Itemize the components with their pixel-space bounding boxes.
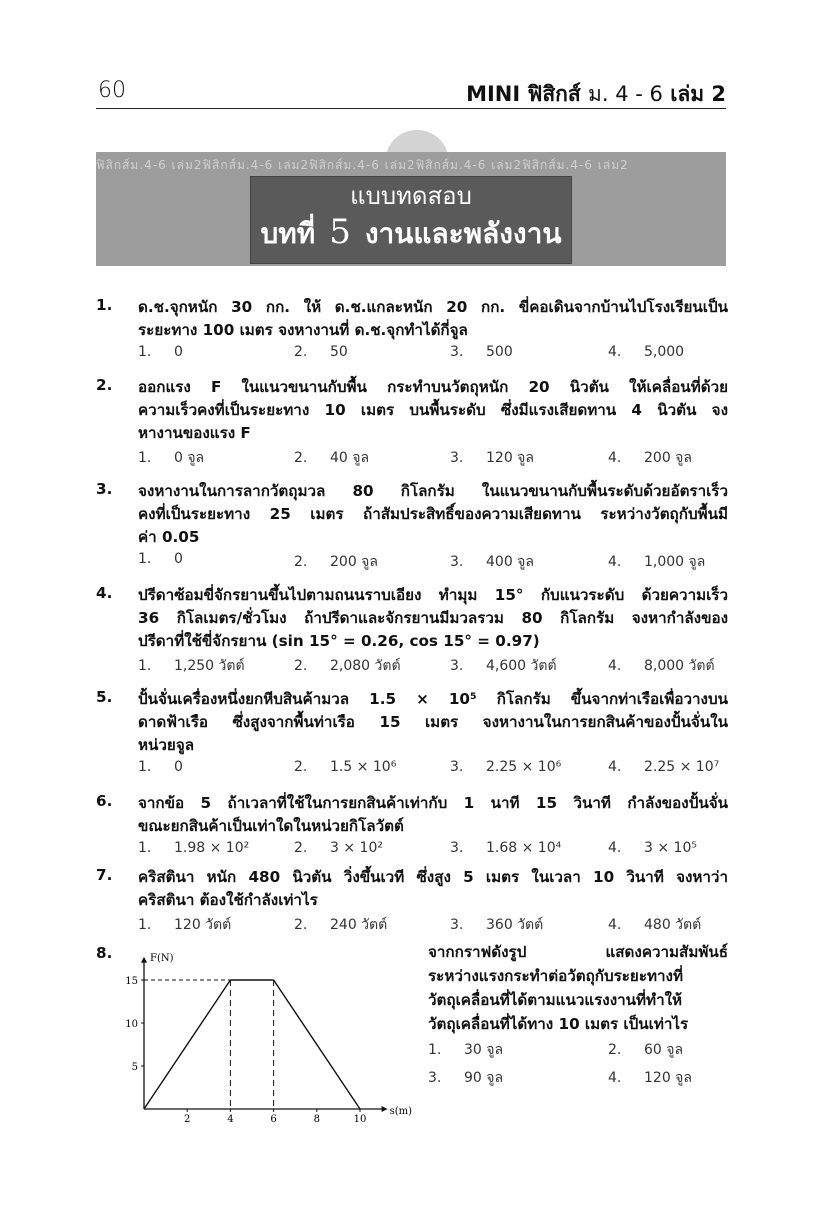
answer-option[interactable]: 4. 480 วัตต์ (608, 917, 702, 933)
question-8-line: ระหว่างแรงกระทำต่อวัตถุกับระยะทางที่ (428, 967, 683, 985)
question-number: 6. (96, 792, 113, 810)
question-line: คริสตินา หนัก 480 นิวตัน วิ่งขึ้นเวที ซึ่งสูง 5 เมตร ในเวลา 10 วินาที จงหาว่า (138, 868, 728, 886)
question-number: 3. (96, 480, 113, 498)
x-tick-label: 4 (227, 1114, 234, 1125)
chapter-prefix: บทที่ (260, 217, 316, 250)
x-tick-label: 10 (353, 1114, 367, 1125)
answer-option[interactable]: 3. 1.68 × 10⁴ (450, 840, 562, 856)
question-line: คงที่เป็นระยะทาง 25 เมตร ถ้าสัมประสิทธิ์ของความเสียดทาน ระหว่างวัตถุกับพื้นมี (138, 505, 728, 523)
question-text (138, 584, 728, 653)
question-8-line: วัตถุเคลื่อนที่ได้ตามแนวแรงงานที่ทำให้ (428, 991, 683, 1009)
answer-option[interactable]: 1. 0 จูล (138, 450, 205, 466)
answer-option[interactable]: 3. 90 จูล (428, 1070, 504, 1086)
x-tick-label: 8 (313, 1114, 320, 1125)
question-line: ปรีดาที่ใช้ขี่จักรยาน (sin 15° = 0.26, cos 15° = 0.97) (138, 632, 540, 650)
answer-option[interactable]: 2. 200 จูล (294, 554, 378, 570)
answer-option[interactable]: 2. 50 (294, 344, 348, 360)
answer-option[interactable]: 1. 1.98 × 10² (138, 840, 250, 856)
question-line: ปรีดาซ้อมขี่จักรยานขึ้นไปตามถนนราบเอียง ทำมุม 15° กับแนวระดับ ด้วยความเร็ว (138, 586, 728, 604)
question-number: 7. (96, 866, 113, 884)
question-line: ระยะทาง 100 เมตร จงหางานที่ ด.ช.จุกทำได้กี่จูล (138, 321, 468, 339)
series-line-segment (144, 980, 230, 1109)
question-number: 1. (96, 296, 113, 314)
answer-option[interactable]: 3. 500 (450, 344, 513, 360)
question-line: ด.ช.จุกหนัก 30 กก. ให้ ด.ช.แกละหนัก 20 กก. ขี่คอเดินจากบ้านไปโรงเรียนเป็น (138, 298, 728, 316)
answer-option[interactable]: 3. 360 วัตต์ (450, 917, 544, 933)
question-8 (428, 940, 728, 1094)
series-line-segment (274, 980, 360, 1109)
x-axis-label: s(m) (389, 1106, 413, 1117)
answer-options (138, 914, 728, 934)
y-tick-label: 15 (125, 976, 138, 987)
y-tick-label: 5 (131, 1062, 138, 1073)
answer-options (138, 344, 728, 364)
answer-option[interactable]: 4. 1,000 จูล (608, 554, 706, 570)
answer-option[interactable]: 4. 2.25 × 10⁷ (608, 759, 720, 775)
answer-option[interactable]: 2. 3 × 10² (294, 840, 383, 856)
answer-options (138, 447, 728, 467)
answer-option[interactable]: 2. 40 จูล (294, 450, 370, 466)
question-8-number: 8. (96, 944, 113, 962)
answer-option[interactable]: 4. 8,000 วัตต์ (608, 658, 715, 674)
answer-option[interactable]: 4. 200 จูล (608, 450, 692, 466)
answer-option[interactable]: 1. 0 (138, 551, 183, 567)
quiz-title: แบบทดสอบ (350, 182, 472, 210)
banner-strip: ฟิสิกส์ม.4-6 เล่ม2ฟิสิกส์ม.4-6 เล่ม2ฟิสิกส์ม.4-6 เล่ม2ฟิสิกส์ม.4-6 เล่ม2ฟิสิกส์ม.4-6 เล่ม2 (96, 158, 629, 172)
book-title-volume: เล่ม 2 (670, 82, 726, 106)
page-number: 60 (98, 78, 126, 103)
question-number: 4. (96, 584, 113, 602)
answer-option[interactable]: 1. 1,250 วัตต์ (138, 658, 245, 674)
question-line: ขณะยกสินค้าเป็นเท่าใดในหน่วยกิโลวัตต์ (138, 817, 404, 835)
question-line: ค่า 0.05 (138, 528, 200, 546)
x-axis-arrow (382, 1106, 388, 1112)
answer-option[interactable]: 1. 120 วัตต์ (138, 917, 232, 933)
page-header (96, 78, 726, 109)
question-line: หน่วยจูล (138, 736, 195, 754)
y-axis-label: F(N) (150, 952, 174, 964)
answer-option[interactable]: 2. 60 จูล (608, 1042, 684, 1058)
question-line: จากข้อ 5 ถ้าเวลาที่ใช้ในการยกสินค้าเท่ากับ 1 นาที 15 วินาที กำลังของปั้นจั่น (138, 794, 728, 812)
answer-option[interactable]: 1. 0 (138, 344, 183, 360)
answer-option[interactable]: 3. 400 จูล (450, 554, 534, 570)
answer-option[interactable]: 4. 5,000 (608, 344, 685, 360)
x-tick-label: 6 (270, 1114, 277, 1125)
force-distance-chart (112, 944, 422, 1129)
book-title-prefix: MINI ฟิสิกส์ (466, 82, 581, 106)
chapter-name: งานและพลังงาน (364, 217, 562, 250)
question-line: ความเร็วคงที่เป็นระยะทาง 10 เมตร บนพื้นระดับ ซึ่งมีแรงเสียดทาน 4 นิวตัน จง (138, 401, 728, 419)
answer-option[interactable]: 4. 120 จูล (608, 1070, 692, 1086)
question-text (138, 866, 728, 912)
chapter-title (251, 211, 571, 255)
answer-option[interactable]: 2. 1.5 × 10⁶ (294, 759, 397, 775)
question-text (138, 688, 728, 757)
answer-option[interactable]: 1. 30 จูล (428, 1042, 504, 1058)
book-title-level: ม. 4 - 6 (588, 82, 663, 106)
question-number: 5. (96, 688, 113, 706)
question-line: จงหางานในการลากวัตถุมวล 80 กิโลกรัม ในแนวขนานกับพื้นระดับด้วยอัตราเร็ว (138, 482, 728, 500)
question-text (138, 792, 728, 838)
answer-option[interactable]: 1. 0 (138, 759, 183, 775)
answer-option[interactable]: 3. 120 จูล (450, 450, 534, 466)
question-number: 2. (96, 376, 113, 394)
question-line: คริสตินา ต้องใช้กำลังเท่าไร (138, 891, 318, 909)
answer-option[interactable]: 4. 3 × 10⁵ (608, 840, 697, 856)
question-text (138, 480, 728, 549)
y-tick-label: 10 (125, 1019, 138, 1030)
y-axis-arrow (141, 957, 147, 963)
chart-layer (125, 953, 412, 1125)
question-8-line: จากกราฟดังรูป แสดงความสัมพันธ์ (428, 943, 728, 961)
answer-option[interactable]: 2. 2,080 วัตต์ (294, 658, 401, 674)
question-line: ออกแรง F ในแนวขนานกับพื้น กระทำบนวัตถุหนัก 20 นิวตัน ให้เคลื่อนที่ด้วย (138, 378, 728, 396)
question-8-line: วัตถุเคลื่อนที่ได้ทาง 10 เมตร เป็นเท่าไร (428, 1015, 689, 1033)
question-text (138, 376, 728, 445)
question-line: ดาดฟ้าเรือ ซึ่งสูงจากพื้นท่าเรือ 15 เมตร จงหางานในการยกสินค้าของปั้นจั่นใน (138, 713, 728, 731)
question-text (138, 296, 728, 342)
answer-options (138, 840, 728, 860)
answer-option[interactable]: 3. 4,600 วัตต์ (450, 658, 557, 674)
question-line: หางานของแรง F (138, 424, 251, 442)
answer-option[interactable]: 3. 2.25 × 10⁶ (450, 759, 562, 775)
answer-options (138, 655, 728, 675)
chapter-number: 5 (329, 212, 351, 252)
chapter-title-box (250, 176, 572, 264)
question-line: 36 กิโลเมตร/ชั่วโมง ถ้าปรีดาและจักรยานมีมวลรวม 80 กิโลกรัม จงหากำลังของ (138, 609, 728, 627)
question-line: ปั้นจั่นเครื่องหนึ่งยกหีบสินค้ามวล 1.5 × 10⁵ กิโลกรัม ขึ้นจากท่าเรือเพื่อวางบน (138, 690, 728, 708)
x-tick-label: 2 (184, 1114, 191, 1125)
answer-options (138, 551, 728, 571)
book-title (466, 78, 726, 111)
answer-options (138, 759, 728, 779)
answer-option[interactable]: 2. 240 วัตต์ (294, 917, 388, 933)
